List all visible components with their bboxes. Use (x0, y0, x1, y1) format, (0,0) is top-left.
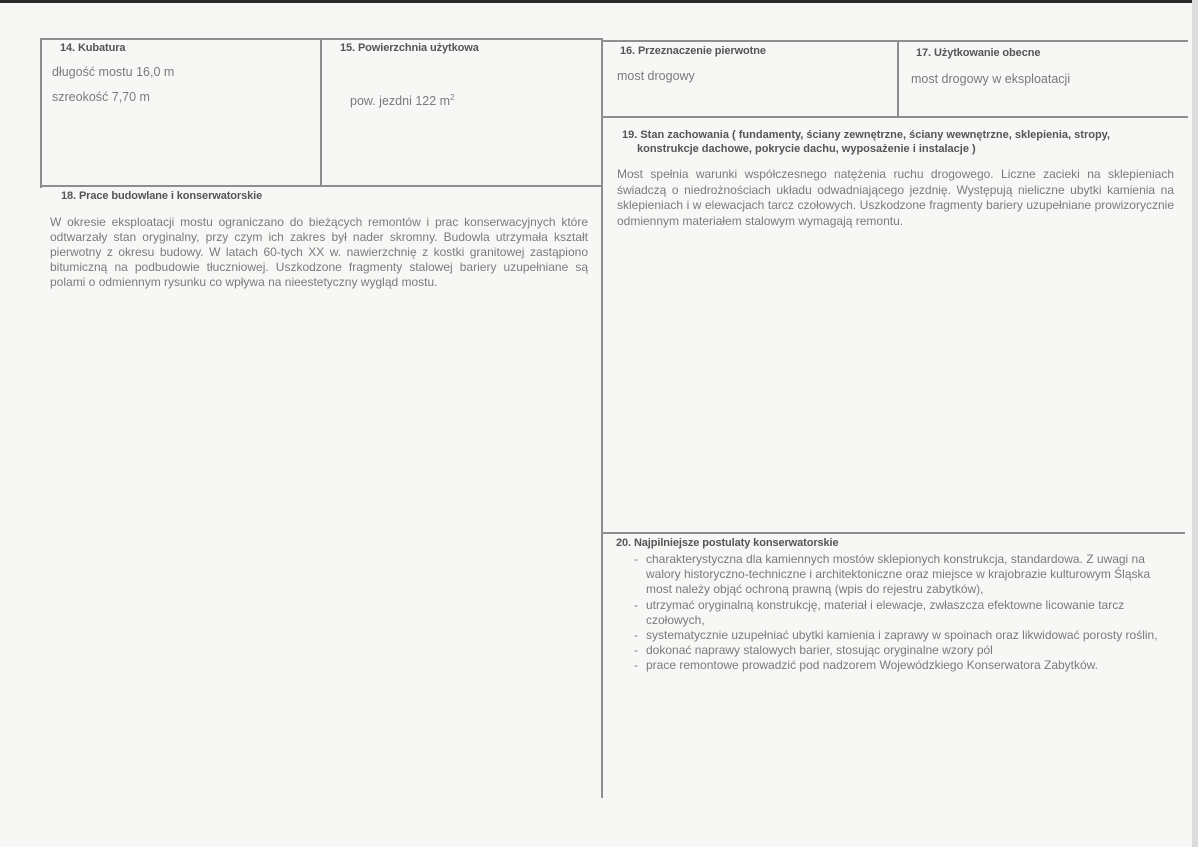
list-item (634, 598, 1164, 628)
section-19-label-line1: 19. Stan zachowania ( fundamenty, ściany zewnętrzne, ściany wewnętrzne, sklepienia, stropy, (622, 129, 1111, 141)
list-item (634, 643, 1164, 658)
bridge-length: długość mostu 16,0 m (52, 65, 175, 79)
section-15-label: 15. Powierzchnia użytkowa (340, 42, 479, 54)
section-16-label: 16. Przeznaczenie pierwotne (620, 45, 766, 57)
grid-line (602, 40, 1188, 42)
list-dash: - (634, 658, 638, 673)
original-purpose: most drogowy (617, 69, 695, 83)
postulate-text: utrzymać oryginalną konstrukcję, materiał i elewacje, zwłaszcza efektowne licowanie tarcz czołowych, (646, 597, 1125, 627)
usable-area-text: pow. jezdni 122 m (350, 94, 451, 109)
scan-top-edge (0, 0, 1198, 3)
list-dash: - (634, 628, 638, 643)
section-20-label: 20. Najpilniejsze postulaty konserwatorskie (616, 537, 839, 549)
list-item (634, 628, 1164, 643)
grid-line (40, 38, 42, 188)
list-dash: - (634, 552, 638, 566)
postulate-text: prace remontowe prowadzić pod nadzorem Wojewódzkiego Konserwatora Zabytków. (646, 658, 1099, 673)
grid-line (601, 38, 603, 798)
usable-area (350, 93, 455, 108)
postulate-text: charakterystyczna dla kamiennych mostów sklepionych konstrukcja, standardowa. Z uwagi na walory historyczno-techniczne i architektoniczne oraz miejsce w krajobrazie kulturowym Śląska most należy objąć ochroną prawną (wpis do rejestru zabytków), (646, 552, 1151, 597)
list-dash: - (634, 643, 638, 658)
postulate-text: systematycznie uzupełniać ubytki kamienia i zaprawy w spoinach oraz likwidować porosty roślin, (646, 628, 1158, 643)
grid-line (897, 40, 899, 116)
condition-text: Most spełnia warunki współczesnego natężenia ruchu drogowego. Liczne zacieki na sklepieniach świadczą o niedrożnościach układu odwadniającego jezdnię. Występują nieliczne ubytki kamienia na sklepieniach i w elewacjach tarcz czołowych. Uszkodzone fragmenty bariery uzupełniane prowizorycznie odmiennym materiałem stalowym wymagają remontu. (617, 167, 1174, 228)
grid-line (40, 185, 602, 187)
list-item (634, 658, 1164, 673)
bridge-width: szreokość 7,70 m (52, 90, 150, 104)
section-19-label (622, 128, 1162, 156)
section-18-label: 18. Prace budowlane i konserwatorskie (61, 190, 263, 202)
list-dash: - (634, 597, 638, 612)
scan-right-edge (1192, 0, 1198, 847)
usable-area-unit-sup: 2 (450, 93, 455, 102)
list-item (634, 552, 1164, 598)
section-17-label: 17. Użytkowanie obecne (916, 47, 1041, 59)
section-14-label: 14. Kubatura (60, 42, 126, 54)
construction-works-text: W okresie eksploatacji mostu ograniczano do bieżących remontów i prac konserwacyjnych które odtwarzały stan oryginalny, przy czym ich zakres był nader skromny. Budowla utrzymała kształt pierwotny z okresu budowy. W latach 60-tych XX w. nawierzchnię z kostki granitowej zastąpiono bitumiczną na podbudowie tłuczniowej. Uszkodzone fragmenty stalowej bariery uzupełniane są polami o odmiennym rysunku co wpływa na nieestetyczny wygląd mostu. (50, 215, 588, 289)
grid-line (320, 38, 322, 186)
grid-line (602, 532, 1185, 534)
postulate-text: dokonać naprawy stalowych barier, stosując oryginalne wzory pól (646, 643, 993, 658)
section-19-label-line2: konstrukcje dachowe, pokrycie dachu, wyposażenie i instalacje ) (637, 143, 976, 155)
current-use: most drogowy w eksploatacji (911, 72, 1071, 86)
conservation-postulates-list (634, 552, 1164, 674)
grid-line (602, 116, 1188, 118)
